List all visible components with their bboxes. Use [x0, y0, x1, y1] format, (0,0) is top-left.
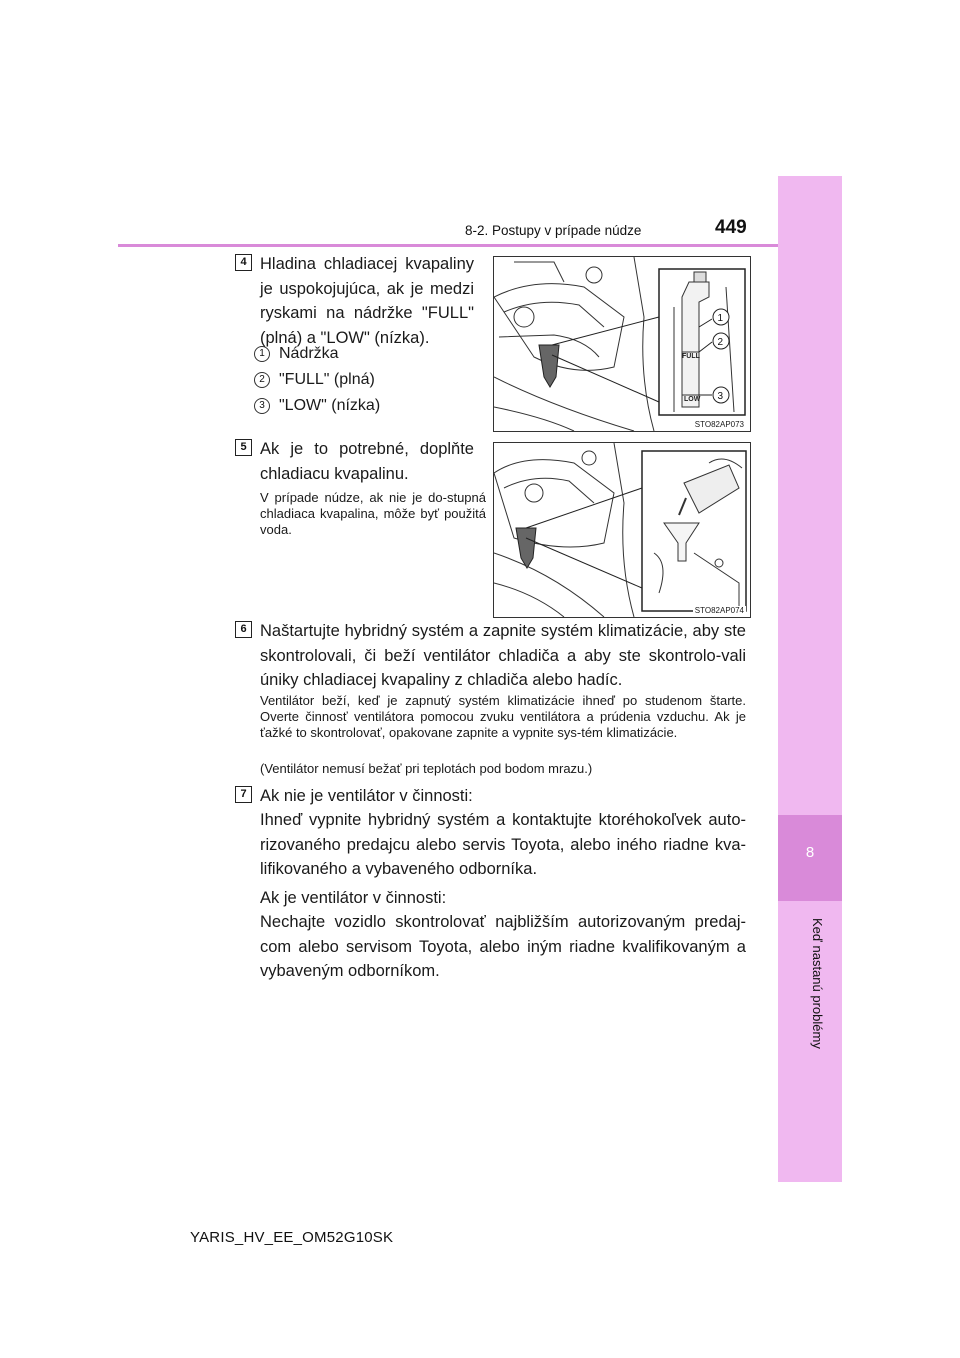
item-label-full: "FULL" (plná) — [279, 371, 375, 388]
step-7-fan-off-text: Ihneď vypnite hybridný systém a kontaktujte ktoréhokoľvek auto-rizovaného predajcu alebo servis Toyota, alebo iného riadne kva-lifikovaného a vybaveného odborníka. — [260, 811, 746, 878]
chapter-title: Keď nastanú problémy — [810, 918, 825, 1049]
step-7-fan-on-text: Nechajte vozidlo skontrolovať najbližším autorizovaným predaj-com alebo servisom Toyota, alebo iným riadne kvalifikovaným a vybaveným odborníkom. — [260, 913, 746, 980]
item-marker-3: 3 — [254, 398, 270, 414]
step-7-fan-off-heading: Ak nie je ventilátor v činnosti: — [260, 787, 473, 805]
item-label-tank: Nádržka — [279, 345, 339, 362]
step-number-7: 7 — [235, 786, 252, 803]
coolant-reservoir-figure — [493, 256, 751, 432]
engine-bay-illustration — [494, 257, 750, 431]
chapter-number: 8 — [805, 844, 815, 861]
section-title: 8-2. Postupy v prípade núdze — [465, 223, 642, 238]
coolant-refill-figure — [493, 442, 751, 618]
step-number-5: 5 — [235, 439, 252, 456]
step-6-note: Ventilátor beží, keď je zapnutý systém klimatizácie ihneď po studenom štarte. Overte činnosť ventilátora pomocou zvuku ventilátora a prúdenia vzduchu. Ak je ťažké to skontrolovať, opakovane zapnite a vypnite sys-tém klimatizácie. — [260, 693, 746, 740]
step-4-text: Hladina chladiacej kvapaliny je uspokojujúca, ak je medzi ryskami na nádržke "FULL" (plná) a "LOW" (nízka). — [260, 255, 474, 347]
refill-illustration — [494, 443, 750, 617]
fig-callout-3: 3 — [717, 391, 724, 402]
figure-code-1: STO82AP073 — [694, 420, 744, 429]
step-5-text: Ak je to potrebné, doplňte chladiacu kvapalinu. — [260, 440, 474, 483]
figure-code-2: STO82AP074 — [694, 606, 744, 615]
fig-label-low: LOW — [684, 396, 701, 403]
item-marker-2: 2 — [254, 372, 270, 388]
step-6-note-frost: (Ventilátor nemusí bežať pri teplotách pod bodom mrazu.) — [260, 761, 593, 776]
page-number: 449 — [715, 217, 747, 238]
document-code: YARIS_HV_EE_OM52G10SK — [190, 1229, 394, 1246]
fig-callout-2: 2 — [717, 337, 724, 348]
item-label-low: "LOW" (nízka) — [279, 397, 381, 414]
fig-label-full: FULL — [682, 353, 700, 360]
step-number-6: 6 — [235, 621, 252, 638]
step-5-note: V prípade núdze, ak nie je do-stupná chladiaca kvapalina, môže byť použitá voda. — [260, 490, 486, 537]
fig-callout-1: 1 — [717, 313, 724, 324]
step-number-4: 4 — [235, 254, 252, 271]
item-marker-1: 1 — [254, 346, 270, 362]
header-rule — [118, 244, 778, 247]
step-7-fan-on-heading: Ak je ventilátor v činnosti: — [260, 889, 447, 907]
step-6-text: Naštartujte hybridný systém a zapnite systém klimatizácie, aby ste skontrolovali, či beží ventilátor chladiča a aby ste skontrolo-vali úniky chladiacej kvapaliny z chladiča alebo hadíc. — [260, 622, 746, 689]
